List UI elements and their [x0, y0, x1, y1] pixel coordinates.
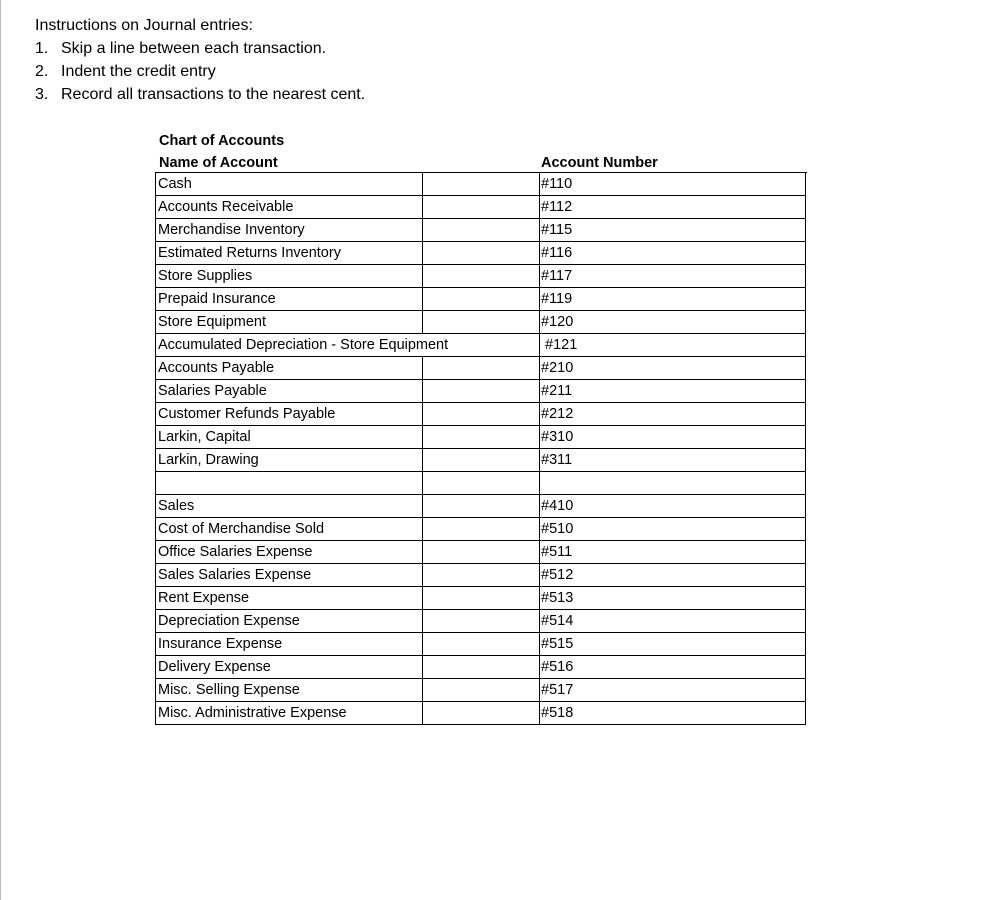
instruction-item: [35, 60, 365, 83]
account-number-cell: [540, 311, 806, 334]
instruction-number: 1.: [35, 40, 49, 57]
account-name-cell: [156, 518, 423, 541]
blank-cell: [423, 242, 540, 265]
account-number: #121: [541, 337, 578, 353]
blank-cell: [423, 311, 540, 334]
spacer-cell: [540, 472, 806, 495]
account-name-cell: [156, 288, 423, 311]
account-name-cell: [156, 541, 423, 564]
account-name-cell: [156, 380, 423, 403]
account-name-cell: [156, 219, 423, 242]
account-name-cell: [156, 564, 423, 587]
account-name: Salaries Payable: [158, 383, 267, 399]
blank-cell: [423, 196, 540, 219]
account-name-cell: [156, 656, 423, 679]
instruction-text: Record all transactions to the nearest cent.: [61, 86, 366, 103]
account-number-cell: [540, 679, 806, 702]
account-number-cell: [540, 357, 806, 380]
account-number: #112: [541, 199, 573, 215]
chart-header-row: [155, 151, 806, 172]
account-name: Insurance Expense: [158, 636, 283, 652]
account-name-cell: [156, 702, 423, 725]
account-name: Accounts Receivable: [158, 199, 294, 215]
account-number: #119: [541, 291, 573, 307]
account-number: #515: [541, 636, 574, 652]
account-name: Larkin, Capital: [158, 429, 251, 445]
account-number: #210: [541, 360, 574, 376]
column-header-account-name: Name of Account: [159, 155, 278, 171]
account-name: Larkin, Drawing: [158, 452, 259, 468]
instruction-text: Skip a line between each transaction.: [61, 40, 327, 57]
account-number-cell: [540, 564, 806, 587]
account-number: #516: [541, 659, 574, 675]
account-name: Prepaid Insurance: [158, 291, 276, 307]
account-number: #511: [541, 544, 573, 560]
account-number: #110: [541, 176, 573, 192]
blank-cell: [423, 541, 540, 564]
account-name-cell: [156, 173, 423, 196]
account-number: #120: [541, 314, 574, 330]
account-number: #512: [541, 567, 574, 583]
account-number: #510: [541, 521, 574, 537]
instruction-number: 3.: [35, 86, 49, 103]
blank-cell: [423, 449, 540, 472]
blank-cell: [423, 679, 540, 702]
blank-cell: [423, 173, 540, 196]
account-number-cell: [540, 495, 806, 518]
account-number-cell: [540, 265, 806, 288]
account-number-cell: [540, 518, 806, 541]
spacer-cell: [423, 472, 540, 495]
account-name-cell: [156, 587, 423, 610]
account-number-cell: [540, 403, 806, 426]
account-name: Store Equipment: [158, 314, 267, 330]
account-number-cell: [540, 610, 806, 633]
account-number: #513: [541, 590, 574, 606]
blank-cell: [423, 587, 540, 610]
account-name: Store Supplies: [158, 268, 253, 284]
account-name: Depreciation Expense: [158, 613, 300, 629]
account-number-cell: [540, 587, 806, 610]
account-number-cell: [540, 242, 806, 265]
blank-cell: [423, 633, 540, 656]
blank-cell: [423, 610, 540, 633]
blank-cell: [423, 219, 540, 242]
account-name-cell: [156, 334, 449, 357]
account-name-cell: [156, 426, 423, 449]
account-number: #116: [541, 245, 573, 261]
account-number: #311: [541, 452, 573, 468]
account-name: Rent Expense: [158, 590, 250, 606]
account-name: Sales: [158, 498, 195, 514]
account-number-cell: [540, 380, 806, 403]
account-name: Misc. Selling Expense: [158, 682, 300, 698]
blank-cell: [423, 426, 540, 449]
blank-cell: [423, 380, 540, 403]
account-number-cell: [540, 426, 806, 449]
blank-cell: [423, 495, 540, 518]
account-name: Accounts Payable: [158, 360, 275, 376]
account-number-cell: [540, 196, 806, 219]
account-name-cell: [156, 610, 423, 633]
account-number-cell: [540, 656, 806, 679]
journal-instructions: [35, 14, 365, 106]
instruction-text: Indent the credit entry: [61, 63, 216, 80]
instruction-number: 2.: [35, 63, 49, 80]
account-number: #310: [541, 429, 574, 445]
account-name: Customer Refunds Payable: [158, 406, 336, 422]
account-number: #117: [541, 268, 573, 284]
account-number: #517: [541, 682, 574, 698]
account-number-cell: [540, 702, 806, 725]
account-name-cell: [156, 196, 423, 219]
page-left-border: [0, 0, 1, 900]
blank-cell: [423, 403, 540, 426]
account-number-cell: [540, 219, 806, 242]
blank-cell: [423, 288, 540, 311]
account-number-cell: [540, 633, 806, 656]
blank-cell: [423, 518, 540, 541]
account-number: #212: [541, 406, 574, 422]
account-number-cell: [540, 541, 806, 564]
blank-cell: [423, 357, 540, 380]
account-name: Estimated Returns Inventory: [158, 245, 341, 261]
account-name-cell: [156, 449, 423, 472]
account-number-cell: [540, 334, 806, 357]
column-header-account-number: Account Number: [541, 155, 658, 171]
account-name: Merchandise Inventory: [158, 222, 305, 238]
accounts-table: [155, 172, 807, 725]
blank-cell: [423, 265, 540, 288]
account-name-cell: [156, 311, 423, 334]
account-number: #410: [541, 498, 574, 514]
account-name-cell: [156, 265, 423, 288]
account-number-cell: [540, 173, 806, 196]
blank-cell: [423, 564, 540, 587]
account-name: Cost of Merchandise Sold: [158, 521, 325, 537]
account-name: Sales Salaries Expense: [158, 567, 312, 583]
account-name: Delivery Expense: [158, 659, 271, 675]
account-name-cell: [156, 495, 423, 518]
account-name-cell: [156, 403, 423, 426]
account-number: #211: [541, 383, 573, 399]
chart-of-accounts: [155, 130, 806, 725]
account-number: #514: [541, 613, 574, 629]
account-number-cell: [540, 449, 806, 472]
account-number: #518: [541, 705, 574, 721]
blank-cell: [423, 702, 540, 725]
blank-cell: [423, 656, 540, 679]
account-name-cell: [156, 679, 423, 702]
chart-title: Chart of Accounts: [159, 133, 285, 149]
account-name: Office Salaries Expense: [158, 544, 313, 560]
instruction-item: [35, 37, 365, 60]
account-name: Misc. Administrative Expense: [158, 705, 347, 721]
account-name-cell: [156, 242, 423, 265]
account-name: Cash: [158, 176, 192, 192]
account-name-cell: [156, 357, 423, 380]
account-name: Accumulated Depreciation - Store Equipment: [158, 337, 449, 353]
instruction-item: [35, 83, 365, 106]
account-name-cell: [156, 633, 423, 656]
spacer-cell: [156, 472, 423, 495]
instructions-heading: Instructions on Journal entries:: [35, 17, 253, 34]
account-number-cell: [540, 288, 806, 311]
account-number: #115: [541, 222, 573, 238]
